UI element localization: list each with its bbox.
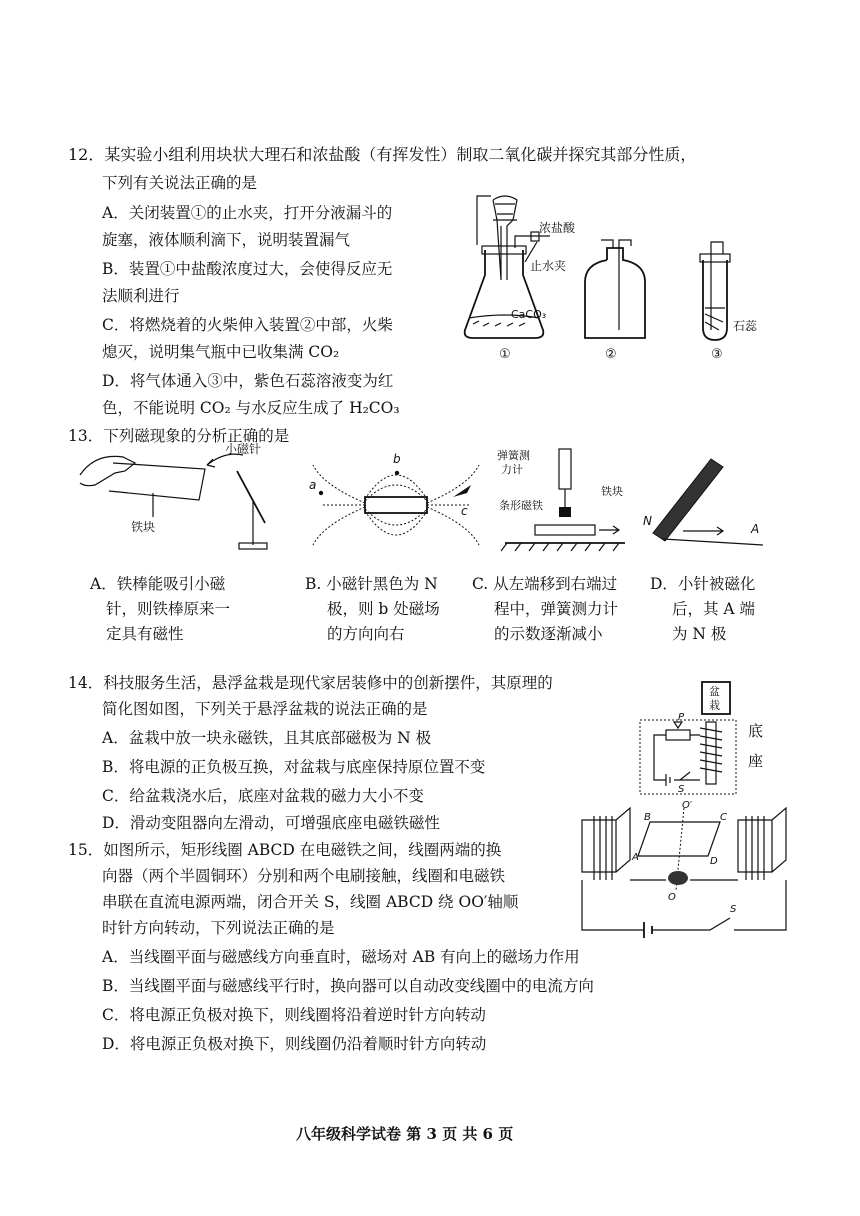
label-s15: S (730, 904, 737, 915)
q15-option-a: A．当线圈平面与磁感线方向垂直时，磁场对 AB 有向上的磁场力作用 (102, 948, 580, 966)
label-o: O (668, 892, 676, 903)
label-bar-magnet: 条形磁铁 (499, 499, 543, 512)
q12-stem-line1: 12．某实验小组利用块状大理石和浓盐酸（有挥发性）制取二氧化碳并探究其部分性质， (68, 145, 697, 164)
label-small-needle: 小磁针 (225, 442, 262, 456)
q14-option-d: D．滑动变阻器向左滑动，可增强底座电磁铁磁性 (102, 814, 440, 832)
q15-option-c: C．将电源正负极对换下，则线圈将沿着逆时针方向转动 (102, 1006, 486, 1024)
q13-a-line3: 定具有磁性 (106, 625, 184, 643)
q13-d-line2: 后，其 A 端 (672, 600, 756, 618)
label-coil-b: B (644, 812, 651, 823)
q13-a-line1: A．铁棒能吸引小磁 (90, 575, 226, 593)
q12-option-b-line1: B．装置①中盐酸浓度过大，会使得反应无 (102, 260, 393, 278)
label-pot-2: 栽 (709, 699, 720, 712)
label-coil-c: C (720, 812, 727, 823)
label-spring-1: 弹簧测 (497, 449, 530, 462)
label-pot-1: 盆 (709, 685, 720, 698)
label-s14: S (678, 784, 685, 795)
q13-b-line2: 极，则 b 处磁场 (327, 600, 440, 618)
q15-stem-line3: 串联在直流电源两端，闭合开关 S，线圈 ABCD 绕 OO′轴顺 (102, 893, 519, 911)
label-coil-a: A (632, 852, 639, 863)
label-p: P (678, 712, 685, 723)
q13-magnet-figures (75, 442, 775, 560)
q13-option-d (650, 572, 790, 647)
q13-stem: 13．下列磁现象的分析正确的是 (68, 427, 290, 445)
label-clamp: 止水夹 (530, 259, 567, 273)
q13-b-line1: B. 小磁针黑色为 N (305, 575, 438, 593)
q12-option-c-line2: 熄灭，说明集气瓶中已收集满 CO₂ (102, 343, 340, 361)
q12-stem-line2: 下列有关说法正确的是 (102, 174, 258, 192)
q13-b-line3: 的方向向右 (327, 625, 405, 643)
label-base-1: 底 (748, 722, 764, 740)
label-b: b (393, 452, 401, 466)
label-iron-c: 铁块 (601, 485, 623, 498)
q12-option-c-line1: C．将燃烧着的火柴伸入装置②中部，火柴 (102, 316, 393, 334)
q14-stem-line2: 简化图如图，下列关于悬浮盆栽的说法正确的是 (102, 700, 428, 718)
q14-option-a: A．盆栽中放一块永磁铁，且其底部磁极为 N 极 (102, 729, 432, 747)
label-apparatus-3: ③ (711, 347, 723, 362)
q15-stem-line4: 时针方向转动，下列说法正确的是 (102, 919, 335, 937)
q15-motor-figure (580, 800, 790, 940)
label-o-prime: O′ (682, 800, 693, 811)
q14-option-b: B．将电源的正负极互换，对盆栽与底座保持原位置不变 (102, 758, 486, 776)
q13-c-line3: 的示数逐渐减小 (494, 625, 603, 643)
q13-d-line3: 为 N 极 (672, 625, 727, 643)
q15-option-d: D．将电源正负极对换下，则线圈仍沿着顺时针方向转动 (102, 1035, 487, 1053)
label-hcl: 浓盐酸 (539, 221, 576, 235)
label-apparatus-1: ① (499, 347, 511, 362)
q12-option-d-line1: D．将气体通入③中，紫色石蕊溶液变为红 (102, 372, 394, 390)
q13-a-line2: 针，则铁棒原来一 (106, 600, 231, 618)
label-litmus: 石蕊 (733, 319, 758, 333)
q15-stem-line1: 15．如图所示，矩形线圈 ABCD 在电磁铁之间，线圈两端的换 (68, 841, 502, 859)
q12-option-a-line1: A．关闭装置①的止水夹，打开分液漏斗的 (102, 204, 393, 222)
q13-c-line1: C. 从左端移到右端过 (472, 575, 618, 593)
q14-option-c: C．给盆栽浇水后，底座对盆栽的磁力大小不变 (102, 787, 424, 805)
q13-d-line1: D．小针被磁化 (650, 575, 756, 593)
q13-option-a (90, 572, 270, 647)
q13-option-b (305, 572, 475, 647)
q12-apparatus-figure (455, 190, 775, 365)
label-a-end: A (751, 522, 760, 536)
q12-option-a-line2: 旋塞，液体顺利滴下，说明装置漏气 (102, 231, 351, 249)
label-iron-a: 铁块 (131, 520, 156, 534)
q14-levitation-figure (640, 680, 780, 795)
label-n: N (643, 514, 652, 528)
label-base-2: 座 (748, 752, 764, 770)
label-a: a (309, 478, 317, 492)
q12-option-b-line2: 法顺利进行 (102, 287, 180, 305)
label-apparatus-2: ② (605, 347, 617, 362)
label-c: c (461, 504, 468, 518)
label-coil-d: D (710, 856, 718, 867)
q13-option-c (472, 572, 647, 647)
q15-stem-line2: 向器（两个半圆铜环）分别和两个电刷接触，线圈和电磁铁 (102, 867, 506, 885)
label-spring-2: 力计 (501, 463, 523, 476)
q14-stem-line1: 14．科技服务生活，悬浮盆栽是现代家居装修中的创新摆件，其原理的 (68, 674, 553, 692)
q13-c-line2: 程中，弹簧测力计 (494, 600, 619, 618)
page-footer: 八年级科学试卷 第 3 页 共 6 页 (296, 1125, 514, 1143)
q12-option-d-line2: 色，不能说明 CO₂ 与水反应生成了 H₂CO₃ (102, 399, 400, 417)
label-caco3: CaCO₃ (511, 308, 547, 321)
q15-option-b: B．当线圈平面与磁感线平行时，换向器可以自动改变线圈中的电流方向 (102, 977, 594, 995)
